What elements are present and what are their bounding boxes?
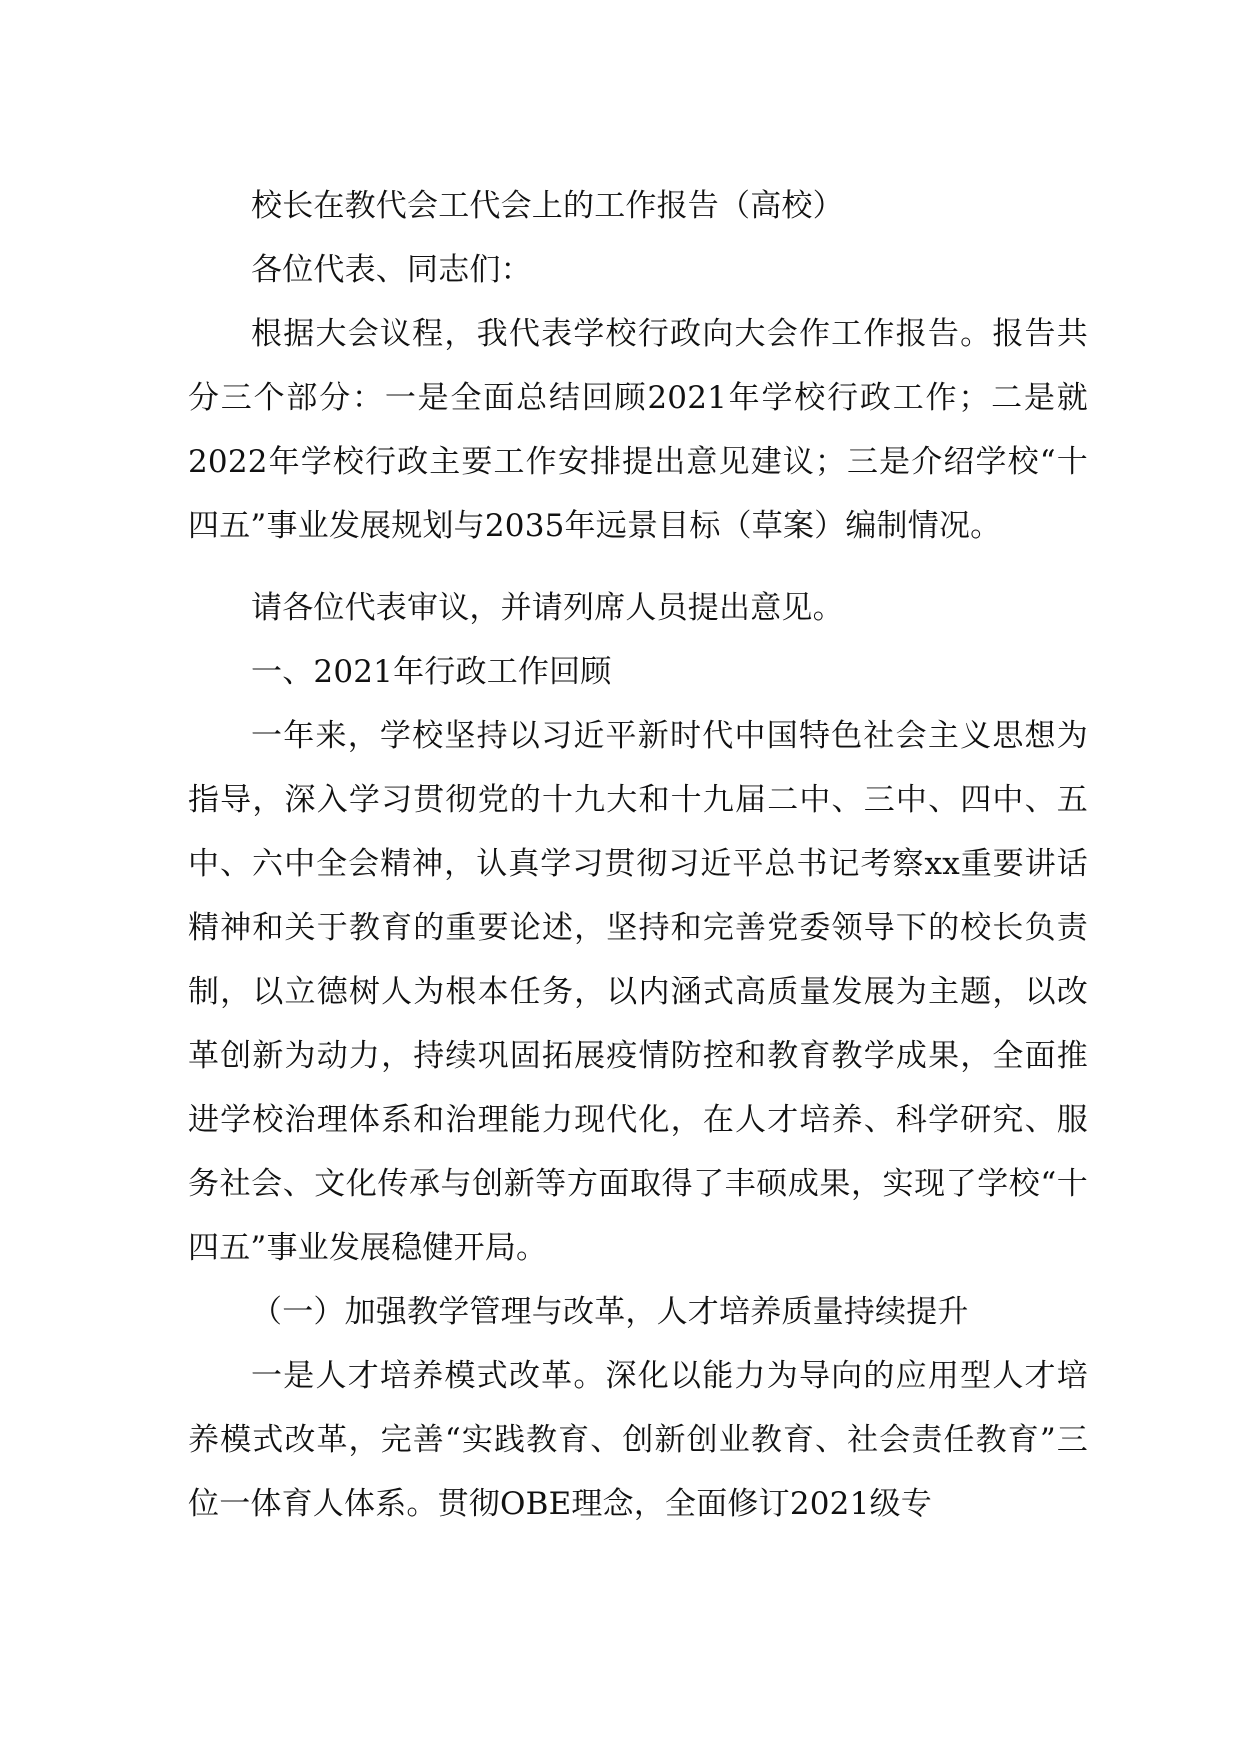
subsection-heading: （一）加强教学管理与改革，人才培养质量持续提升 [251,1294,969,1330]
section-heading: 一、2021年行政工作回顾 [251,654,612,690]
document-page [188,174,1088,1536]
review-request-paragraph: 请各位代表审议，并请列席人员提出意见。 [251,590,844,626]
subsection-body-paragraph: 一是人才培养模式改革。深化以能力为导向的应用型人才培养模式改革，完善“实践教育、创新创业教育、社会责任教育”三位一体育人体系。贯彻OBE理念，全面修订2021级专 [188,1358,1088,1522]
salutation: 各位代表、同志们： [251,252,532,288]
intro-paragraph: 根据大会议程，我代表学校行政向大会作工作报告。报告共分三个部分：一是全面总结回顾2021年学校行政工作；二是就2022年学校行政主要工作安排提出意见建议；三是介绍学校“十四五”事业发展规划与2035年远景目标（草案）编制情况。 [188,316,1088,544]
section-body-paragraph: 一年来，学校坚持以习近平新时代中国特色社会主义思想为指导，深入学习贯彻党的十九大和十九届二中、三中、四中、五中、六中全会精神，认真学习贯彻习近平总书记考察xx重要讲话精神和关于教育的重要论述，坚持和完善党委领导下的校长负责制，以立德树人为根本任务，以内涵式高质量发展为主题，以改革创新为动力，持续巩固拓展疫情防控和教育教学成果，全面推进学校治理体系和治理能力现代化，在人才培养、科学研究、服务社会、文化传承与创新等方面取得了丰硕成果，实现了学校“十四五”事业发展稳健开局。 [188,718,1088,1266]
document-title: 校长在教代会工代会上的工作报告（高校） [251,188,844,224]
